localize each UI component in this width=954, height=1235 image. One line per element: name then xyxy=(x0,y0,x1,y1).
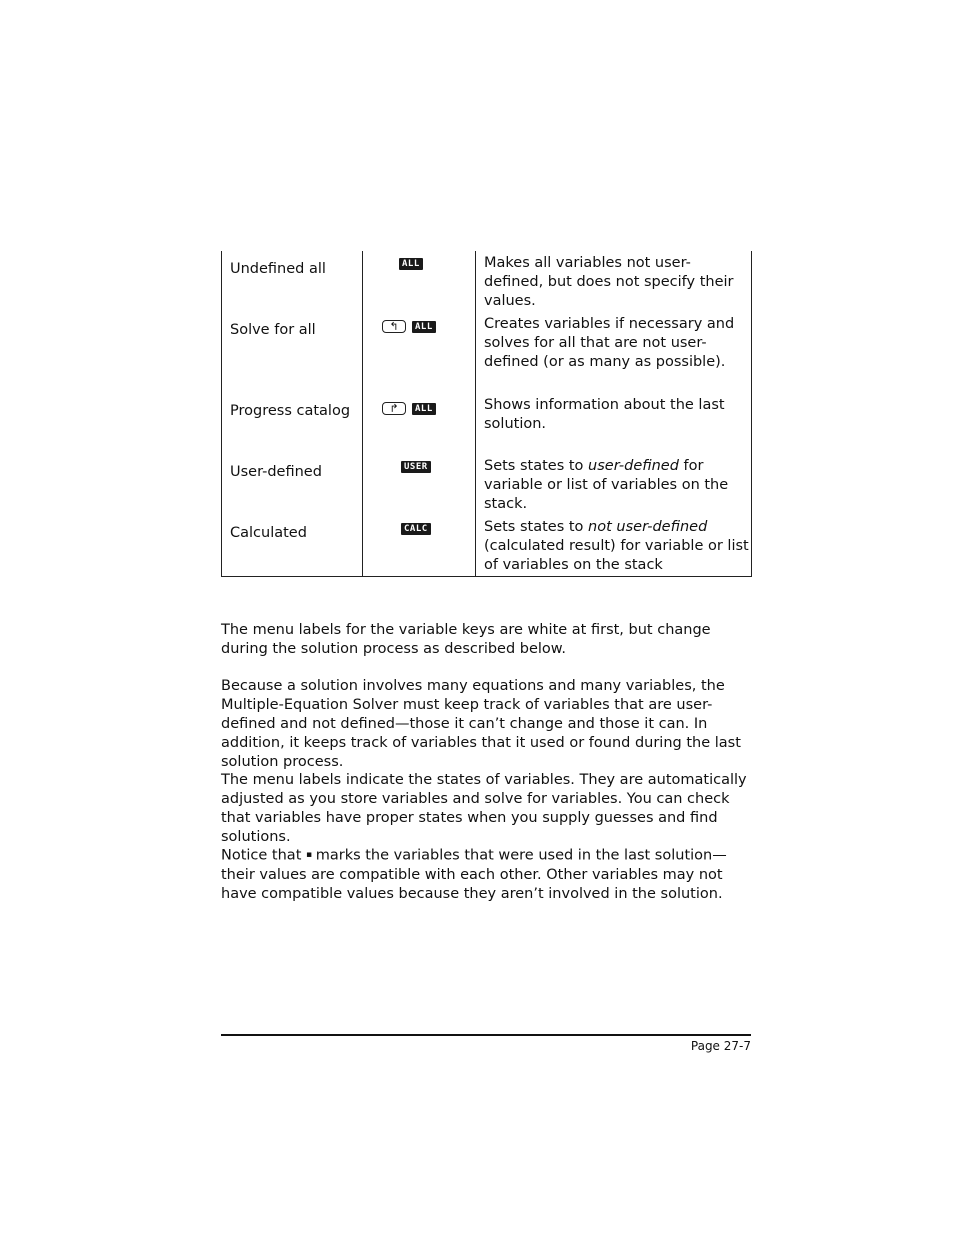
all-softkey: ALL xyxy=(412,403,436,415)
right-shift-key-icon: ↱ xyxy=(382,402,406,415)
column-divider xyxy=(475,251,476,576)
all-softkey: ALL xyxy=(399,258,423,270)
key-calculated xyxy=(401,523,431,535)
description-emphasis: not user-defined xyxy=(588,519,708,535)
footer-rule xyxy=(221,1034,751,1036)
left-shift-key-icon: ↰ xyxy=(382,320,406,333)
key-progress-catalog xyxy=(382,402,436,415)
calc-softkey: CALC xyxy=(401,523,431,535)
paragraph-text: marks the variables that were used in the last solution—their values are compatible with each other. Other variables may not have compatible values because they aren’t involved in the solution. xyxy=(221,847,727,902)
command-table xyxy=(221,251,752,577)
column-divider xyxy=(362,251,363,576)
description-solve-for-all: Creates variables if necessary and solves for all that are not user-defined (or as many as possible). xyxy=(484,316,735,370)
key-user-defined xyxy=(401,461,431,473)
action-label-progress-catalog: Progress catalog xyxy=(230,403,351,419)
description-user-defined xyxy=(484,457,750,514)
action-label-user-defined: User-defined xyxy=(230,464,322,480)
key-solve-for-all xyxy=(382,320,436,333)
page-number: Page 27-7 xyxy=(690,1039,751,1053)
description-text: Sets states to xyxy=(484,519,589,535)
action-label-calculated: Calculated xyxy=(230,525,307,541)
paragraph-menu-labels: The menu labels for the variable keys are white at first, but change during the solution process as described below. xyxy=(221,622,711,657)
description-text: Sets states to xyxy=(484,458,589,474)
description-text: (calculated result) for variable or list of variables on the stack xyxy=(484,538,749,573)
paragraph-solution-tracking: Because a solution involves many equations and many variables, the Multiple-Equation Solver must keep track of variables that are user-defined and not defined—those it can’t change and those it can. In addition, it keeps track of variables that it used or found during the last solution process. xyxy=(221,678,741,770)
description-emphasis: user-defined xyxy=(588,458,679,474)
description-undefined-all: Makes all variables not user-defined, but does not specify their values. xyxy=(484,255,734,309)
used-variable-mark-icon: ▪ xyxy=(306,850,312,860)
key-undefined-all xyxy=(399,258,423,270)
action-label-solve-for-all: Solve for all xyxy=(230,322,316,338)
action-label-undefined-all: Undefined all xyxy=(230,261,326,277)
description-progress-catalog: Shows information about the last solution. xyxy=(484,397,725,432)
paragraph-notice-mark xyxy=(221,846,751,904)
paragraph-variable-states: The menu labels indicate the states of variables. They are automatically adjusted as you store variables and solve for variables. You can check that variables have proper states when you supply guesses and find solutions. xyxy=(221,772,747,845)
user-softkey: USER xyxy=(401,461,431,473)
description-calculated xyxy=(484,518,750,575)
description-text: for variable or list of variables on the stack. xyxy=(484,458,729,512)
paragraph-text: Notice that xyxy=(221,847,306,864)
all-softkey: ALL xyxy=(412,321,436,333)
